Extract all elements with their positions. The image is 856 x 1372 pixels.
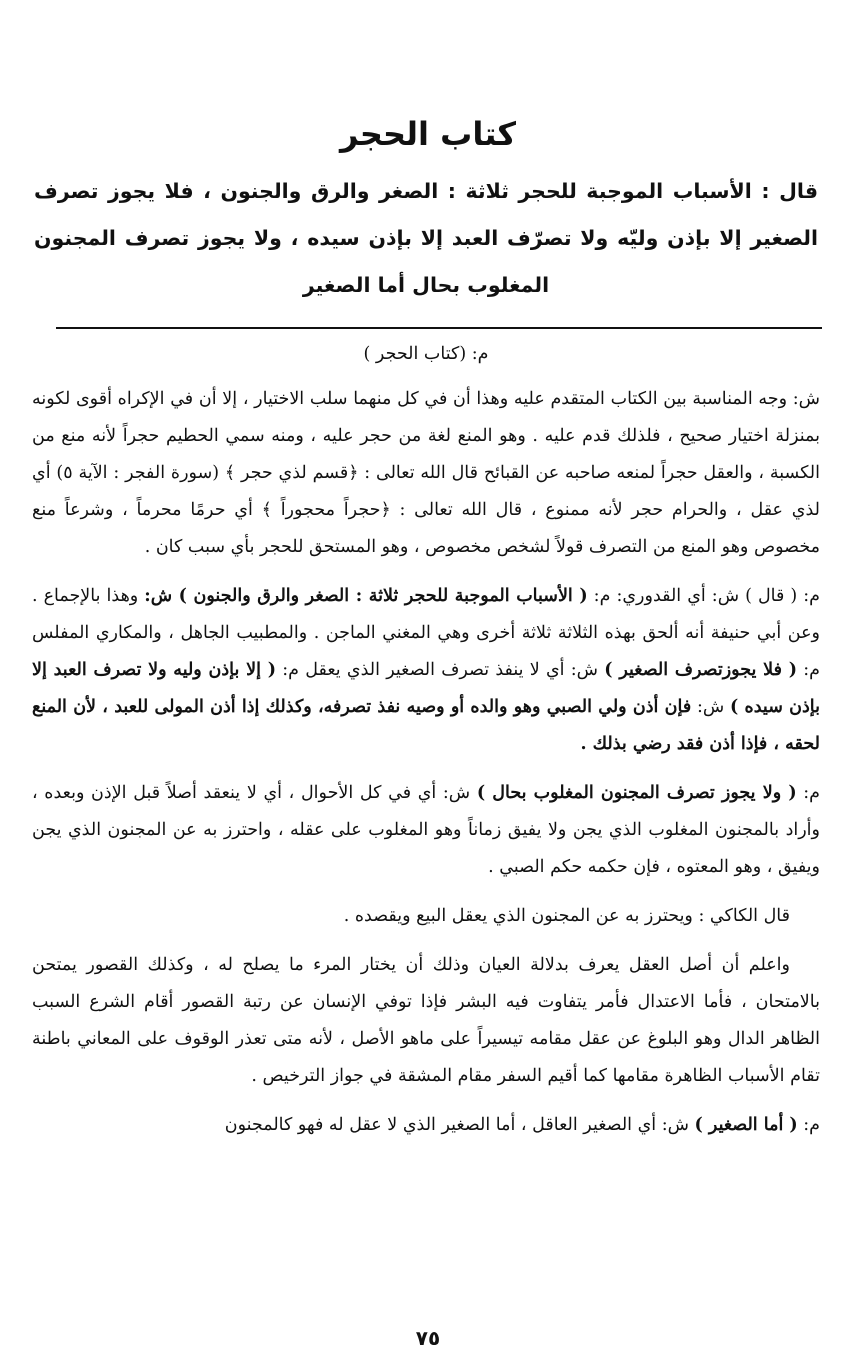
commentary-text: ش: أي في كل الأحوال ، أي لا ينعقد أصلاً قبل الإذن وبعده ، وأراد بالمجنون المغلوب الذي يجن ولا يفيق زماناً وهو المغلوب على عقله ، واحترز به عن المجنون الذي يجن ويفيق ، وهو المعتوه ، فإن حكمه حكم الصبي .: [32, 783, 820, 877]
commentary-text: م:: [797, 1115, 820, 1135]
quoted-matn: ( أما الصغير ): [694, 1115, 798, 1135]
quoted-matn: ( ولا يجوز تصرف المجنون المغلوب بحال ): [476, 783, 797, 803]
commentary-paragraph: [32, 578, 820, 763]
commentary-paragraph: [32, 775, 820, 886]
commentary-text-bold: فإن أذن ولي الصبي وهو والده أو وصيه نفذ تصرفه، وكذلك إذا أذن المولى للعبد ، لأن المنع لحقه ، فإذا أذن فقد رضي بذلك .: [32, 697, 820, 754]
main-text: قال : الأسباب الموجبة للحجر ثلاثة : الصغر والرق والجنون ، فلا يجوز تصرف الصغير إلا بإذن وليّه ولا تصرّف العبد إلا بإذن سيده ، ولا يجوز تصرف المجنون المغلوب بحال أما الصغير: [34, 179, 818, 297]
quoted-matn: ( إلا بإذن وليه ولا تصرف العبد إلا بإذن سيده ): [32, 660, 820, 717]
quoted-matn: ( الأسباب الموجبة للحجر ثلاثة : الصغر والرق والجنون ) ش:: [144, 586, 588, 606]
commentary-text: ش:: [691, 697, 730, 717]
commentary-text: م: ( قال ) ش: أي القدوري: م:: [587, 586, 821, 606]
separator-line: [56, 327, 822, 329]
commentary-text: م:: [796, 783, 821, 803]
quoted-matn: ( فلا يجوزتصرف الصغير ): [604, 660, 798, 680]
commentary-paragraph: [32, 1107, 820, 1144]
commentary: [32, 336, 820, 1156]
chapter-title: كتاب الحجر: [340, 115, 516, 153]
commentary-heading: م: (كتاب الحجر ): [363, 344, 489, 364]
commentary-text: وهذا بالإجماع . وعن أبي حنيفة أنه ألحق بهذه الثلاثة ثلاثة أخرى وهي المغني الماجن . والمطبيب الجاهل ، والمكاري المفلس م:: [32, 586, 820, 680]
commentary-paragraph: واعلم أن أصل العقل يعرف بدلالة العيان وذلك أن يختار المرء ما يصلح له ، وكذلك القصور يمتحن بالامتحان ، فأما الاعتدال فأمر يتفاوت فيه البشر فإذا توفي الإنسان عن رتبة القصور أقام الشرع السبب الظاهر الدال وهو البلوغ عن عقل مقامه تيسيراً على ماهو الأصل ، لأنه متى تعذر الوقوف على المعاني باطنة تقام الأسباب الظاهرة مقامها كما أقيم السفر مقام المشقة في جواز الترخيص .: [32, 955, 820, 1086]
commentary-text: ش: أي الصغير العاقل ، أما الصغير الذي لا عقل له فهو كالمجنون: [224, 1115, 695, 1135]
commentary-text: ش: أي لا ينفذ تصرف الصغير الذي يعقل م:: [276, 660, 605, 680]
page-number: ٧٥: [415, 1326, 441, 1350]
commentary-paragraph: ش: وجه المناسبة بين الكتاب المتقدم عليه وهذا أن في كل منهما سلب الاختيار ، إلا أن في الإكراه أقوى لكونه بمنزلة اختيار صحيح ، فلذلك قدم عليه . وهو المنع لغة من حجر عليه ، ومنه سمي الحطيم حجراً لأنه منع من الكسبة ، والعقل حجراً لمنعه صاحبه عن القبائح قال الله تعالى : ﴿قسم لذي حجر ﴾ (سورة الفجر : الآية ٥) أي لذي عقل ، والحرام حجر لأنه ممنوع ، قال الله تعالى : ﴿حجراً محجوراً ﴾ أي حرمًا محرماً ، وشرعاً منع مخصوص وهو المنع من التصرف قولاً لشخص مخصوص ، وهو المستحق للحجر بأي سبب كان .: [32, 389, 820, 557]
commentary-paragraph: قال الكاكي : ويحترز به عن المجنون الذي يعقل البيع ويقصده .: [343, 906, 790, 926]
